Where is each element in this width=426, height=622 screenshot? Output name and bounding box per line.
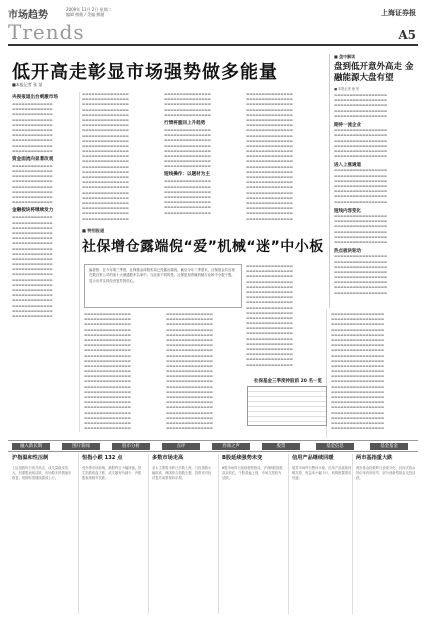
lead-column-4: ▬▬▬▬▬▬▬▬▬▬▬▬▬▬▬ ▬▬▬▬▬▬▬▬▬▬▬▬▬▬▬ ▬▬▬▬▬▬▬▬▬▬▬▬▬▬▬ ▬▬▬▬▬▬▬▬▬▬▬▬▬▬▬ ▬▬▬▬▬▬▬▬▬▬▬▬▬▬▬ ▬▬▬▬▬▬▬▬▬▬▬▬▬▬▬ ▬▬▬▬▬▬▬▬▬▬▬▬▬▬▬ ▬▬▬▬▬▬▬▬▬▬▬▬▬▬▬ ▬▬▬▬▬▬▬▬▬▬▬▬▬▬▬ ▬▬▬▬▬▬▬▬▬▬▬▬▬▬▬ ▬▬▬▬▬▬▬▬▬▬▬▬▬▬▬ ▬▬▬▬▬▬▬▬▬▬▬▬▬▬▬ ▬▬▬▬▬▬▬▬▬▬▬▬▬▬▬ ▬▬▬▬▬▬▬▬▬▬▬▬▬▬▬ ▬▬▬▬▬▬▬▬▬▬▬▬▬▬▬ ▬▬▬▬▬▬▬▬▬▬▬▬▬▬▬ ▬▬▬▬▬▬▬▬▬▬▬▬▬▬▬ ▬▬▬▬▬▬▬▬▬▬▬▬▬▬▬ ▬▬▬▬▬▬▬▬▬▬▬▬▬▬▬ ▬▬▬▬▬▬▬▬▬▬▬▬▬▬▬ ▬▬▬▬▬▬▬▬▬▬▬▬▬▬▬ ▬▬▬▬▬▬▬▬▬▬▬▬▬▬▬ ▬▬▬▬▬▬▬▬▬▬▬▬▬▬▬ ▬▬▬▬▬▬▬▬▬▬▬▬▬▬▬ ▬▬▬▬▬▬▬▬▬▬▬▬▬▬▬ — [246, 92, 293, 221]
holdings-table — [247, 386, 327, 426]
sidebar-tag: ■ 盘中解读 — [334, 54, 356, 59]
feature-headline: 社保增仓露端倪“爱”机械“迷”中小板 — [82, 239, 324, 255]
section-name: 市场趋势 — [8, 10, 48, 21]
editor-line: 编辑 熊健 / 美编 熊健 — [66, 12, 105, 17]
column-rule — [79, 92, 80, 432]
sidebar-byline: ■ 本报记者 徐 彤 — [334, 87, 360, 91]
sidebar-subhead: 热点板块轮动 — [334, 249, 361, 255]
lead-subhead: 短线操作：以题材为主 — [164, 172, 210, 178]
sidebar-body: ▬▬▬▬▬▬▬▬▬▬▬▬▬▬▬▬▬ ▬▬▬▬▬▬▬▬▬▬▬▬▬▬▬▬▬ ▬▬▬▬▬▬▬▬▬▬▬▬▬▬▬▬▬ ▬▬▬▬▬▬▬▬▬▬▬▬▬▬▬▬▬ ▬▬▬▬▬▬▬▬▬▬▬▬▬▬▬▬▬ 期待一流企业 ▬▬▬▬▬▬▬▬▬▬▬▬▬▬▬▬▬ ▬▬▬▬▬▬▬▬▬▬▬▬▬▬▬▬▬ ▬▬▬▬▬▬▬▬▬▬▬▬▬▬▬▬▬ ▬▬▬▬▬▬▬▬▬▬▬▬▬▬▬▬▬ ▬▬▬▬▬▬▬▬▬▬▬▬▬▬▬▬▬ ▬▬▬▬▬▬▬▬▬▬▬▬▬▬▬▬▬ 进入上涨通道 ▬▬▬▬▬▬▬▬▬▬▬▬▬▬▬▬▬ ▬▬▬▬▬▬▬▬▬▬▬▬▬▬▬▬▬ ▬▬▬▬▬▬▬▬▬▬▬▬▬▬▬▬▬ ▬▬▬▬▬▬▬▬▬▬▬▬▬▬▬▬▬ ▬▬▬▬▬▬▬▬▬▬▬▬▬▬▬▬▬ ▬▬▬▬▬▬▬▬▬▬▬▬▬▬▬▬▬ ▬▬▬▬▬▬▬▬▬▬▬▬▬▬▬▬▬ 短线内容变化 ▬▬▬▬▬▬▬▬▬▬▬▬▬▬▬▬▬ ▬▬▬▬▬▬▬▬▬▬▬▬▬▬▬▬▬ ▬▬▬▬▬▬▬▬▬▬▬▬▬▬▬▬▬ ▬▬▬▬▬▬▬▬▬▬▬▬▬▬▬▬▬ ▬▬▬▬▬▬▬▬▬▬▬▬▬▬▬▬▬ ▬▬▬▬▬▬▬▬▬▬▬▬▬▬▬▬▬ 热点板块轮动 ▬▬▬▬▬▬▬▬▬▬▬▬▬▬▬▬▬ ▬▬▬▬▬▬▬▬▬▬▬▬▬▬▬▬▬ ▬▬▬▬▬▬▬▬▬▬▬▬▬▬▬▬▬ ▬▬▬▬▬▬▬▬▬▬▬▬▬▬▬▬▬ ▬▬▬▬▬▬▬▬▬▬▬▬▬▬▬▬▬ ▬▬▬▬▬▬▬▬▬▬▬▬▬▬▬▬▬ ▬▬▬▬▬▬▬▬▬▬▬▬▬▬▬▬▬ ▬▬▬▬▬▬▬▬▬▬▬▬▬▬▬▬▬ — [334, 93, 420, 313]
lead-column-2: ▬▬▬▬▬▬▬▬▬▬▬▬▬▬▬ ▬▬▬▬▬▬▬▬▬▬▬▬▬▬▬ ▬▬▬▬▬▬▬▬▬▬▬▬▬▬▬ ▬▬▬▬▬▬▬▬▬▬▬▬▬▬▬ ▬▬▬▬▬▬▬▬▬▬▬▬▬▬▬ ▬▬▬▬▬▬▬▬▬▬▬▬▬▬▬ ▬▬▬▬▬▬▬▬▬▬▬▬▬▬▬ ▬▬▬▬▬▬▬▬▬▬▬▬▬▬▬ ▬▬▬▬▬▬▬▬▬▬▬▬▬▬▬ ▬▬▬▬▬▬▬▬▬▬▬▬▬▬▬ ▬▬▬▬▬▬▬▬▬▬▬▬▬▬▬ ▬▬▬▬▬▬▬▬▬▬▬▬▬▬▬ ▬▬▬▬▬▬▬▬▬▬▬▬▬▬▬ ▬▬▬▬▬▬▬▬▬▬▬▬▬▬▬ ▬▬▬▬▬▬▬▬▬▬▬▬▬▬▬ ▬▬▬▬▬▬▬▬▬▬▬▬▬▬▬ ▬▬▬▬▬▬▬▬▬▬▬▬▬▬▬ ▬▬▬▬▬▬▬▬▬▬▬▬▬▬▬ ▬▬▬▬▬▬▬▬▬▬▬▬▬▬▬ ▬▬▬▬▬▬▬▬▬▬▬▬▬▬▬ ▬▬▬▬▬▬▬▬▬▬▬▬▬▬▬ ▬▬▬▬▬▬▬▬▬▬▬▬▬▬▬ ▬▬▬▬▬▬▬▬▬▬▬▬▬▬▬ ▬▬▬▬▬▬▬▬▬▬▬▬▬▬▬ ▬▬▬▬▬▬▬▬▬▬▬▬▬▬▬ — [82, 92, 129, 221]
bottom-column-title: 恒指小跌 132 点 — [82, 455, 123, 461]
lead-subhead: 资金面流向显著改观 — [12, 156, 54, 162]
ribbon-item: 基金信息 — [316, 443, 354, 450]
bottom-column-body: 债券市场昨日整体平稳，信用产品延续回暖态势，收益率小幅下行，机构配置需求旺盛。 — [292, 466, 352, 481]
feature-story — [82, 228, 328, 256]
feature-column-1: ▬▬▬▬▬▬▬▬▬▬▬▬▬▬▬ ▬▬▬▬▬▬▬▬▬▬▬▬▬▬▬ ▬▬▬▬▬▬▬▬▬▬▬▬▬▬▬ ▬▬▬▬▬▬▬▬▬▬▬▬▬▬▬ ▬▬▬▬▬▬▬▬▬▬▬▬▬▬▬ ▬▬▬▬▬▬▬▬▬▬▬▬▬▬▬ ▬▬▬▬▬▬▬▬▬▬▬▬▬▬▬ ▬▬▬▬▬▬▬▬▬▬▬▬▬▬▬ ▬▬▬▬▬▬▬▬▬▬▬▬▬▬▬ ▬▬▬▬▬▬▬▬▬▬▬▬▬▬▬ ▬▬▬▬▬▬▬▬▬▬▬▬▬▬▬ ▬▬▬▬▬▬▬▬▬▬▬▬▬▬▬ ▬▬▬▬▬▬▬▬▬▬▬▬▬▬▬ ▬▬▬▬▬▬▬▬▬▬▬▬▬▬▬ ▬▬▬▬▬▬▬▬▬▬▬▬▬▬▬ ▬▬▬▬▬▬▬▬▬▬▬▬▬▬▬ ▬▬▬▬▬▬▬▬▬▬▬▬▬▬▬ ▬▬▬▬▬▬▬▬▬▬▬▬▬▬▬ ▬▬▬▬▬▬▬▬▬▬▬▬▬▬▬ ▬▬▬▬▬▬▬▬▬▬▬▬▬▬▬ ▬▬▬▬▬▬▬▬▬▬▬▬▬▬▬ ▬▬▬▬▬▬▬▬▬▬▬▬▬▬▬ ▬▬▬▬▬▬▬▬▬▬▬▬▬▬▬ — [84, 312, 131, 431]
bottom-column-title: 多数市场走高 — [152, 455, 184, 461]
sidebar-title: 盘到低开意外高走 金融能源大盘有望 — [334, 62, 414, 83]
column-rule — [78, 454, 79, 614]
issue-date — [66, 7, 112, 17]
ribbon-item: 股市分析 — [112, 443, 150, 450]
page-number: A5 — [398, 28, 416, 42]
table-row — [248, 417, 326, 422]
lead-subhead: 金融板块将继续发力 — [12, 208, 54, 214]
sidebar-subhead: 进入上涨通道 — [334, 163, 361, 169]
feature-column-2: ▬▬▬▬▬▬▬▬▬▬▬▬▬▬▬ ▬▬▬▬▬▬▬▬▬▬▬▬▬▬▬ ▬▬▬▬▬▬▬▬▬▬▬▬▬▬▬ ▬▬▬▬▬▬▬▬▬▬▬▬▬▬▬ ▬▬▬▬▬▬▬▬▬▬▬▬▬▬▬ ▬▬▬▬▬▬▬▬▬▬▬▬▬▬▬ ▬▬▬▬▬▬▬▬▬▬▬▬▬▬▬ ▬▬▬▬▬▬▬▬▬▬▬▬▬▬▬ ▬▬▬▬▬▬▬▬▬▬▬▬▬▬▬ ▬▬▬▬▬▬▬▬▬▬▬▬▬▬▬ ▬▬▬▬▬▬▬▬▬▬▬▬▬▬▬ ▬▬▬▬▬▬▬▬▬▬▬▬▬▬▬ ▬▬▬▬▬▬▬▬▬▬▬▬▬▬▬ ▬▬▬▬▬▬▬▬▬▬▬▬▬▬▬ ▬▬▬▬▬▬▬▬▬▬▬▬▬▬▬ ▬▬▬▬▬▬▬▬▬▬▬▬▬▬▬ ▬▬▬▬▬▬▬▬▬▬▬▬▬▬▬ ▬▬▬▬▬▬▬▬▬▬▬▬▬▬▬ ▬▬▬▬▬▬▬▬▬▬▬▬▬▬▬ ▬▬▬▬▬▬▬▬▬▬▬▬▬▬▬ ▬▬▬▬▬▬▬▬▬▬▬▬▬▬▬ ▬▬▬▬▬▬▬▬▬▬▬▬▬▬▬ ▬▬▬▬▬▬▬▬▬▬▬▬▬▬▬ — [166, 312, 213, 431]
sidebar-continued: ▬▬▬▬▬▬▬▬▬▬▬▬▬▬▬▬▬ ▬▬▬▬▬▬▬▬▬▬▬▬▬▬▬▬▬ ▬▬▬▬▬▬▬▬▬▬▬▬▬▬▬▬▬ ▬▬▬▬▬▬▬▬▬▬▬▬▬▬▬▬▬ ▬▬▬▬▬▬▬▬▬▬▬▬▬▬▬▬▬ ▬▬▬▬▬▬▬▬▬▬▬▬▬▬▬▬▬ ▬▬▬▬▬▬▬▬▬▬▬▬▬▬▬▬▬ ▬▬▬▬▬▬▬▬▬▬▬▬▬▬▬▬▬ ▬▬▬▬▬▬▬▬▬▬▬▬▬▬▬▬▬ ▬▬▬▬▬▬▬▬▬▬▬▬▬▬▬▬▬ ▬▬▬▬▬▬▬▬▬▬▬▬▬▬▬▬▬ ▬▬▬▬▬▬▬▬▬▬▬▬▬▬▬▬▬ ▬▬▬▬▬▬▬▬▬▬▬▬▬▬▬▬▬ ▬▬▬▬▬▬▬▬▬▬▬▬▬▬▬▬▬ ▬▬▬▬▬▬▬▬▬▬▬▬▬▬▬▬▬ ▬▬▬▬▬▬▬▬▬▬▬▬▬▬▬▬▬ ▬▬▬▬▬▬▬▬▬▬▬▬▬▬▬▬▬ ▬▬▬▬▬▬▬▬▬▬▬▬▬▬▬▬▬ ▬▬▬▬▬▬▬▬▬▬▬▬▬▬▬▬▬ ▬▬▬▬▬▬▬▬▬▬▬▬▬▬▬▬▬ ▬▬▬▬▬▬▬▬▬▬▬▬▬▬▬▬▬ ▬▬▬▬▬▬▬▬▬▬▬▬▬▬▬▬▬ ▬▬▬▬▬▬▬▬▬▬▬▬▬▬▬▬▬ — [331, 312, 384, 431]
bottom-column-body: 上证指数昨日低开高走，成交量稳步放大，权重股表现活跃，市场做多热情逐步恢复，短期有望继续震荡上行。 — [12, 466, 72, 481]
feature-summary: 编者按：在今年第三季度，社保基金持股布局已经露出端倪。截至今年三季度末，社保基金共出现在数百家公司的前十大流通股东名单中。与此前不同的是，社保更加青睐机械行业和中小板个股，显示出对实体经济复苏的信心。 — [84, 264, 242, 308]
lead-headline: 低开高走彰显市场强势做多能量 — [12, 62, 278, 83]
sidebar-subhead: 期待一流企业 — [334, 122, 361, 128]
bottom-column-body: 受外围市场影响，港股昨日小幅回落，恒生指数收盘下跌，成交额有所减少，内银股表现相对抗跌。 — [82, 466, 142, 481]
lead-subhead: 行情将重回上升趋势 — [164, 120, 206, 126]
column-rule — [218, 454, 219, 614]
bottom-column-body: 两市基金指数昨日表现分化，封闭式基金折价率有所收窄，部分创新型基金交投活跃。 — [356, 466, 416, 481]
ribbon-item: 图片新闻 — [62, 443, 100, 450]
ribbon-item: 融入新长期 — [12, 443, 50, 450]
feature-tag: ■ 特别报道 — [82, 228, 105, 233]
table-title: 社保基金三季度持股前 20 名一览 — [254, 379, 322, 384]
sidebar-commentary — [329, 54, 419, 308]
column-rule — [148, 454, 149, 614]
ribbon-item: 基金基金 — [370, 443, 408, 450]
sidebar-subhead: 短线内容变化 — [334, 208, 361, 214]
ribbon-item: 点评 — [162, 443, 200, 450]
bottom-column-title: 沪指温和性压制 — [12, 455, 49, 461]
ribbon-item: 券商之声 — [212, 443, 250, 450]
date-line: 2009年 11月 2日 星期二 — [66, 7, 112, 12]
feature-column-right: ▬▬▬▬▬▬▬▬▬▬▬▬▬▬▬ ▬▬▬▬▬▬▬▬▬▬▬▬▬▬▬ ▬▬▬▬▬▬▬▬▬▬▬▬▬▬▬ ▬▬▬▬▬▬▬▬▬▬▬▬▬▬▬ ▬▬▬▬▬▬▬▬▬▬▬▬▬▬▬ ▬▬▬▬▬▬▬▬▬▬▬▬▬▬▬ ▬▬▬▬▬▬▬▬▬▬▬▬▬▬▬ ▬▬▬▬▬▬▬▬▬▬▬▬▬▬▬ ▬▬▬▬▬▬▬▬▬▬▬▬▬▬▬ ▬▬▬▬▬▬▬▬▬▬▬▬▬▬▬ ▬▬▬▬▬▬▬▬▬▬▬▬▬▬▬ ▬▬▬▬▬▬▬▬▬▬▬▬▬▬▬ ▬▬▬▬▬▬▬▬▬▬▬▬▬▬▬ ▬▬▬▬▬▬▬▬▬▬▬▬▬▬▬ ▬▬▬▬▬▬▬▬▬▬▬▬▬▬▬ ▬▬▬▬▬▬▬▬▬▬▬▬▬▬▬ ▬▬▬▬▬▬▬▬▬▬▬▬▬▬▬ ▬▬▬▬▬▬▬▬▬▬▬▬▬▬▬ ▬▬▬▬▬▬▬▬▬▬▬▬▬▬▬ ▬▬▬▬▬▬▬▬▬▬▬▬▬▬▬ — [246, 264, 293, 367]
bottom-column-body: 亚太主要股市昨日多数上涨，日经指数小幅收高，韩国综合指数走强，投资者对经济复苏前景保持乐观。 — [152, 466, 212, 481]
section-ribbon — [8, 440, 418, 452]
bottom-column-title: 信用产品继续回暖 — [292, 455, 334, 461]
bottom-column-title: 两市基指重大跌 — [356, 455, 393, 461]
column-rule — [288, 454, 289, 614]
column-rule — [352, 454, 353, 614]
lead-subhead: 央视报道出台刺激市场 — [12, 95, 58, 100]
page-header — [8, 4, 418, 46]
lead-column-3: ▬▬▬▬▬▬▬▬▬▬▬▬▬▬▬ ▬▬▬▬▬▬▬▬▬▬▬▬▬▬▬ ▬▬▬▬▬▬▬▬▬▬▬▬▬▬▬ ▬▬▬▬▬▬▬▬▬▬▬▬▬▬▬ ▬▬▬▬▬▬▬▬▬▬▬▬▬▬▬ 行情将重回上升趋势 ▬▬▬▬▬▬▬▬▬▬▬▬▬▬▬ ▬▬▬▬▬▬▬▬▬▬▬▬▬▬▬ ▬▬▬▬▬▬▬▬▬▬▬▬▬▬▬ ▬▬▬▬▬▬▬▬▬▬▬▬▬▬▬ ▬▬▬▬▬▬▬▬▬▬▬▬▬▬▬ ▬▬▬▬▬▬▬▬▬▬▬▬▬▬▬ ▬▬▬▬▬▬▬▬▬▬▬▬▬▬▬ ▬▬▬▬▬▬▬▬▬▬▬▬▬▬▬ 短线操作：以题材为主 ▬▬▬▬▬▬▬▬▬▬▬▬▬▬▬ ▬▬▬▬▬▬▬▬▬▬▬▬▬▬▬ ▬▬▬▬▬▬▬▬▬▬▬▬▬▬▬ ▬▬▬▬▬▬▬▬▬▬▬▬▬▬▬ ▬▬▬▬▬▬▬▬▬▬▬▬▬▬▬ ▬▬▬▬▬▬▬▬▬▬▬▬▬▬▬ ▬▬▬▬▬▬▬▬▬▬▬▬▬▬▬ — [164, 92, 240, 224]
newspaper-name: 上海证券报 — [381, 9, 416, 17]
lead-byline: ■本报记者 张 某 — [12, 82, 43, 87]
bottom-column-body: B股市场昨日延续强势格局，沪深B股指数双双收红，个股普遍上涨，市场交投较为活跃。 — [222, 466, 283, 481]
lead-column-1: 央视报道出台刺激市场 ▬▬▬▬▬▬▬▬▬▬▬▬▬ ▬▬▬▬▬▬▬▬▬▬▬▬▬ ▬▬▬▬▬▬▬▬▬▬▬▬▬ ▬▬▬▬▬▬▬▬▬▬▬▬▬ ▬▬▬▬▬▬▬▬▬▬▬▬▬ ▬▬▬▬▬▬▬▬▬▬▬▬▬ ▬▬▬▬▬▬▬▬▬▬▬▬▬ ▬▬▬▬▬▬▬▬▬▬▬▬▬ ▬▬▬▬▬▬▬▬▬▬▬▬▬ ▬▬▬▬▬▬▬▬▬▬▬▬▬ 资金面流向显著改观 ▬▬▬▬▬▬▬▬▬▬▬▬▬ ▬▬▬▬▬▬▬▬▬▬▬▬▬ ▬▬▬▬▬▬▬▬▬▬▬▬▬ ▬▬▬▬▬▬▬▬▬▬▬▬▬ ▬▬▬▬▬▬▬▬▬▬▬▬▬ ▬▬▬▬▬▬▬▬▬▬▬▬▬ ▬▬▬▬▬▬▬▬▬▬▬▬▬ ▬▬▬▬▬▬▬▬▬▬▬▬▬ 金融板块将继续发力 ▬▬▬▬▬▬▬▬▬▬▬▬▬ ▬▬▬▬▬▬▬▬▬▬▬▬▬ ▬▬▬▬▬▬▬▬▬▬▬▬▬ ▬▬▬▬▬▬▬▬▬▬▬▬▬ ▬▬▬▬▬▬▬▬▬▬▬▬▬ ▬▬▬▬▬▬▬▬▬▬▬▬▬ ▬▬▬▬▬▬▬▬▬▬▬▬▬ ▬▬▬▬▬▬▬▬▬▬▬▬▬ ▬▬▬▬▬▬▬▬▬▬▬▬▬ ▬▬▬▬▬▬▬▬▬▬▬▬▬ ▬▬▬▬▬▬▬▬▬▬▬▬▬ ▬▬▬▬▬▬▬▬▬▬▬▬▬ ▬▬▬▬▬▬▬▬▬▬▬▬▬ ▬▬▬▬▬▬▬▬▬▬▬▬▬ ▬▬▬▬▬▬▬▬▬▬▬▬▬ ▬▬▬▬▬▬▬▬▬▬▬▬▬ ▬▬▬▬▬▬▬▬▬▬▬▬▬ ▬▬▬▬▬▬▬▬▬▬▬▬▬ ▬▬▬▬▬▬▬▬▬▬▬▬▬ ▬▬▬▬▬▬▬▬▬▬▬▬▬ — [12, 92, 76, 432]
ribbon-item: 股票 — [262, 443, 300, 450]
bottom-column-title: B股延续强势未变 — [222, 455, 263, 461]
section-name-en: Trends — [8, 20, 85, 44]
